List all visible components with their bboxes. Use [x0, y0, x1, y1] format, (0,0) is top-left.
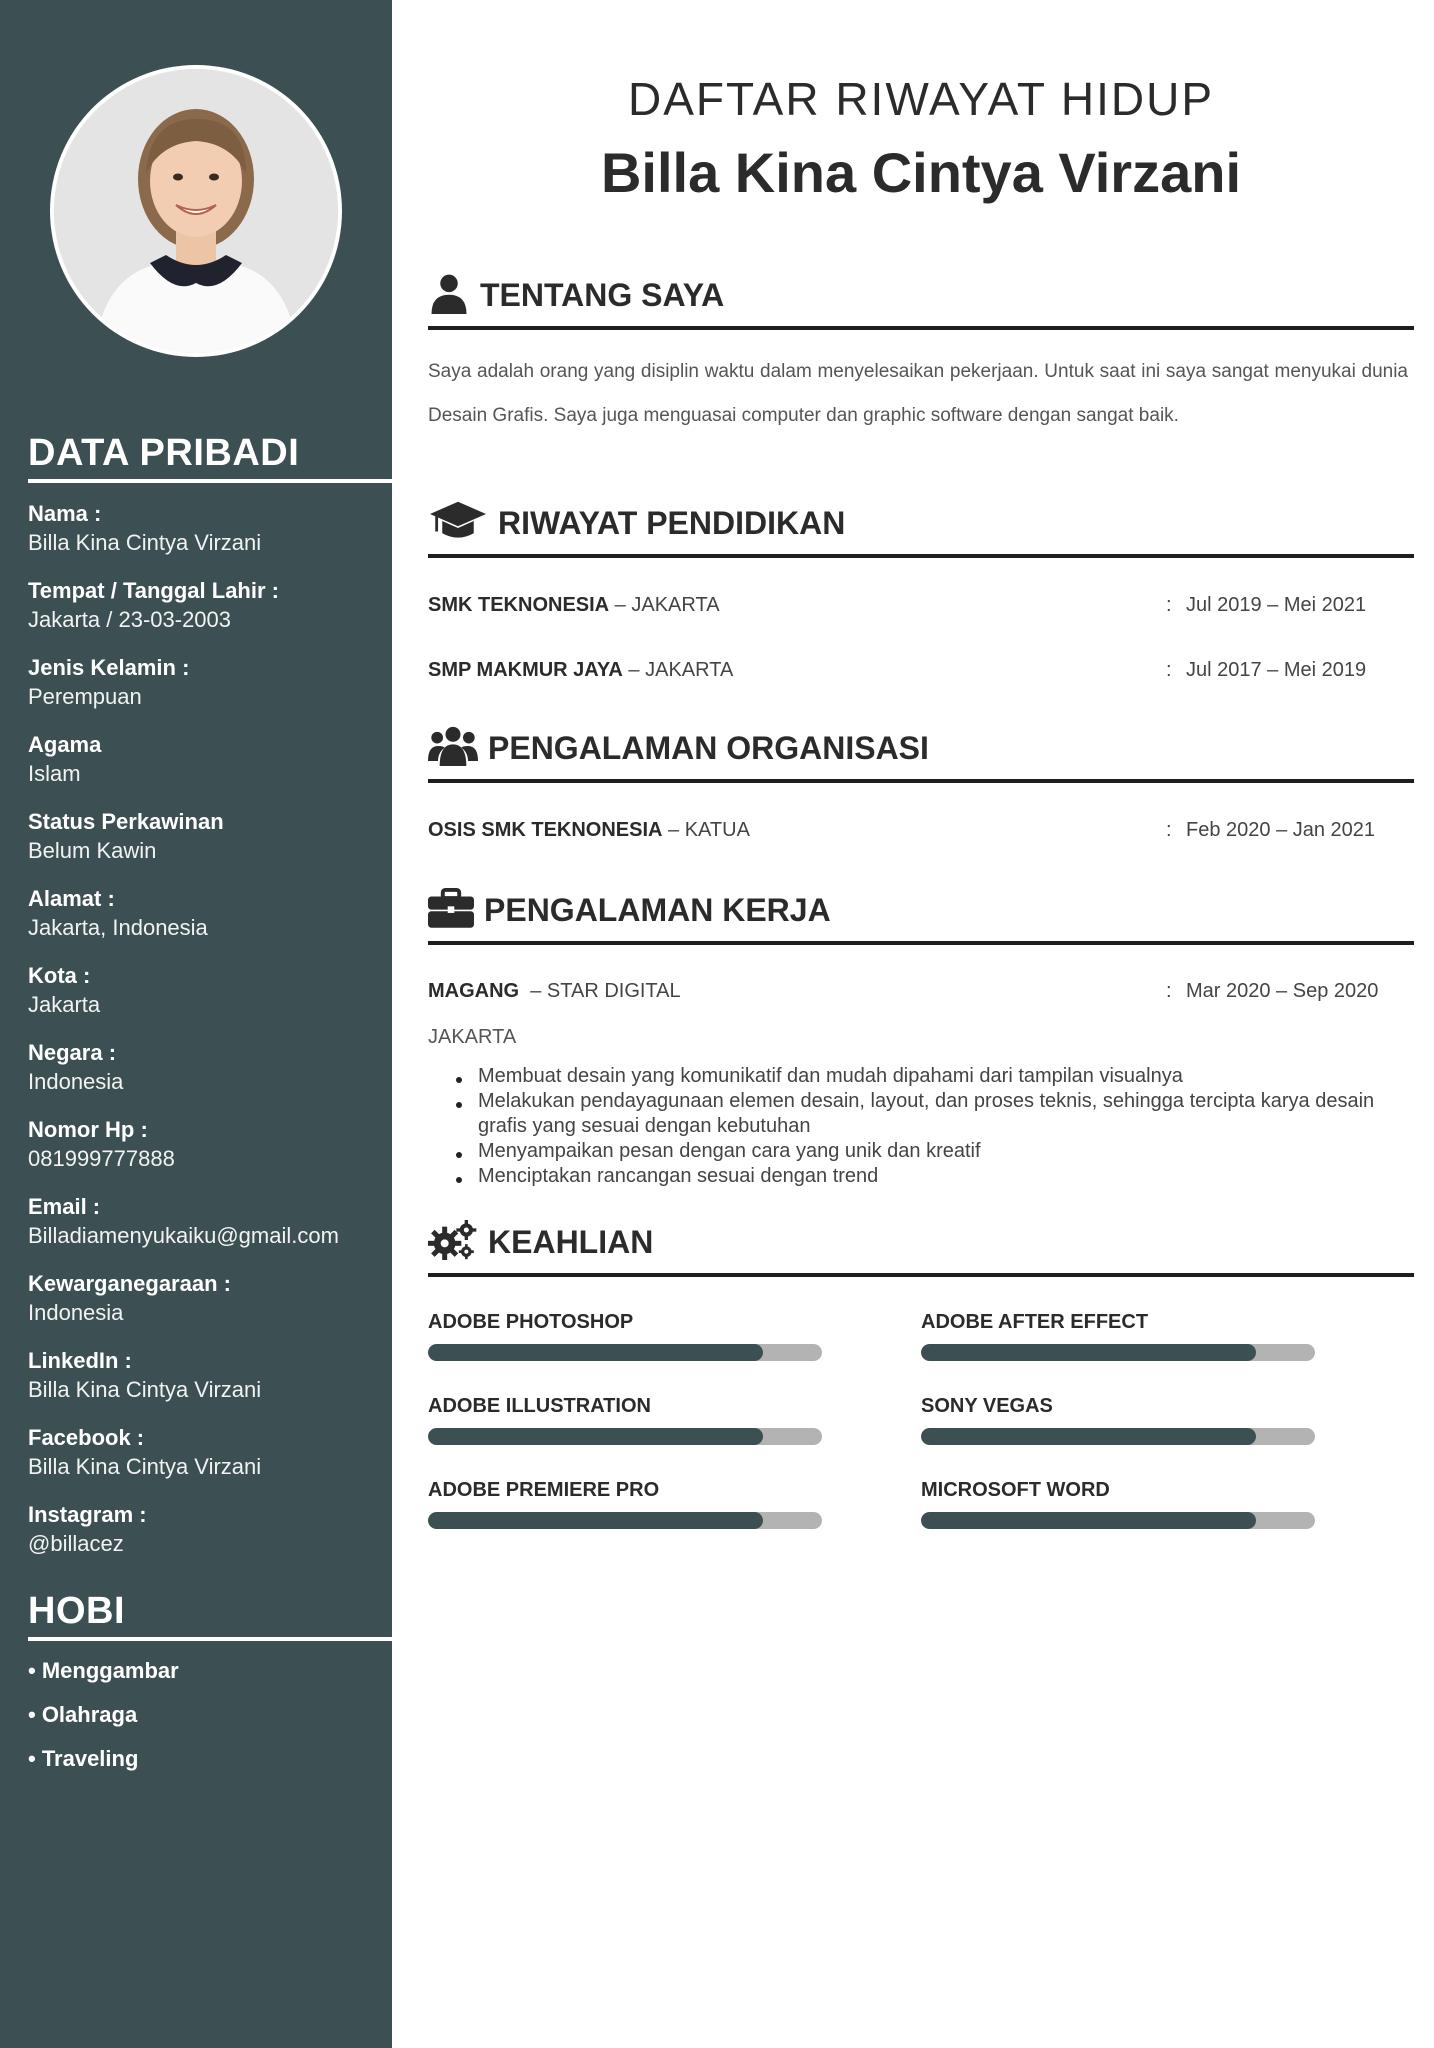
personal-value: Jakarta, Indonesia [28, 915, 208, 940]
skill-bar [921, 1344, 1315, 1361]
personal-item-phone [28, 1116, 378, 1173]
personal-value: 081999777888 [28, 1146, 175, 1171]
personal-label: Agama [28, 732, 102, 757]
personal-item-marital [28, 808, 378, 865]
personal-value: @billacez [28, 1531, 124, 1556]
personal-value: Indonesia [28, 1069, 124, 1094]
personal-label: Facebook : [28, 1425, 145, 1450]
school-name: SMK TEKNONESIA [428, 594, 610, 616]
work-company: – STAR DIGITAL [519, 980, 681, 1002]
personal-label: Jenis Kelamin : [28, 655, 190, 680]
personal-value: Billa Kina Cintya Virzani [28, 1377, 262, 1402]
personal-value: Perempuan [28, 684, 142, 709]
gears-icon [428, 1219, 478, 1261]
skill-item [921, 1394, 1315, 1445]
personal-value: Jakarta / 23-03-2003 [28, 607, 232, 632]
work-position: MAGANG [428, 980, 520, 1002]
list-item: Menyampaikan pesan dengan cara yang unik dan kreatif [478, 1139, 1378, 1164]
hobby-list [28, 1657, 179, 1789]
section-title: RIWAYAT PENDIDIKAN [498, 505, 846, 541]
personal-item-name [28, 500, 378, 557]
user-icon [428, 272, 470, 314]
personal-label: Nama : [28, 501, 102, 526]
list-item: Melakukan pendayagunaan elemen desain, layout, dan proses teknis, sehingga tercipta karya desain grafis yang sesuai dengan kebutuhan [478, 1089, 1378, 1139]
skill-name: ADOBE PREMIERE PRO [428, 1479, 660, 1501]
personal-value: Belum Kawin [28, 838, 157, 863]
personal-item-city [28, 962, 378, 1019]
personal-item-facebook [28, 1424, 378, 1481]
personal-label: LinkedIn : [28, 1348, 132, 1373]
skill-name: ADOBE ILLUSTRATION [428, 1395, 651, 1417]
colon-separator: : [1166, 659, 1172, 681]
skill-bar [428, 1428, 822, 1445]
period: Jul 2017 – Mei 2019 [1186, 659, 1367, 681]
work-task-list [478, 1064, 1378, 1189]
skill-bar [921, 1512, 1315, 1529]
personal-label: Status Perkawinan [28, 809, 224, 834]
personal-value: Billadiamenyukaiku@gmail.com [28, 1223, 339, 1248]
personal-label: Kewarganegaraan : [28, 1271, 231, 1296]
personal-item-birth [28, 577, 378, 634]
personal-item-gender [28, 654, 378, 711]
skill-bar-fill [428, 1428, 763, 1445]
personal-data-list [28, 500, 378, 1578]
personal-label: Alamat : [28, 886, 115, 911]
about-text: Saya adalah orang yang disiplin waktu dalam menyelesaikan pekerjaan. Untuk saat ini saya sangat menyukai dunia Desain Grafis. Saya juga menguasai computer dan graphic software dengan sangat baik. [428, 361, 1408, 426]
personal-value: Billa Kina Cintya Virzani [28, 1454, 262, 1479]
work-row [428, 980, 1414, 1003]
skill-item [921, 1478, 1315, 1529]
colon-separator: : [1166, 980, 1172, 1002]
skill-bar [428, 1344, 822, 1361]
personal-label: Kota : [28, 963, 91, 988]
work-section-header [428, 881, 1414, 945]
organization-role: – KATUA [662, 819, 750, 841]
skill-bar [921, 1428, 1315, 1445]
school-place: – JAKARTA [622, 659, 734, 681]
colon-separator: : [1166, 819, 1172, 841]
organization-row [428, 819, 1414, 842]
personal-label: Nomor Hp : [28, 1117, 148, 1142]
list-item: Membuat desain yang komunikatif dan mudah dipahami dari tampilan visualnya [478, 1064, 1378, 1089]
about-section-header [428, 266, 1414, 330]
portrait-illustration [54, 69, 338, 353]
skill-item [428, 1478, 822, 1529]
profile-photo-frame [50, 65, 342, 357]
skill-item [428, 1394, 822, 1445]
skill-item [428, 1310, 822, 1361]
education-section-header [428, 494, 1414, 558]
personal-data-heading: DATA PRIBADI [28, 432, 392, 483]
personal-label: Instagram : [28, 1502, 147, 1527]
skill-bar-fill [428, 1344, 763, 1361]
personal-item-email [28, 1193, 378, 1250]
skill-bar [428, 1512, 822, 1529]
list-item: Menciptakan rancangan sesuai dengan trend [478, 1164, 1378, 1189]
personal-item-citizenship [28, 1270, 378, 1327]
personal-label: Tempat / Tanggal Lahir : [28, 578, 279, 603]
personal-item-linkedin [28, 1347, 378, 1404]
skill-name: ADOBE AFTER EFFECT [921, 1311, 1149, 1333]
personal-label: Email : [28, 1194, 101, 1219]
section-title: PENGALAMAN KERJA [484, 892, 831, 928]
skill-name: SONY VEGAS [921, 1395, 1053, 1417]
personal-item-instagram [28, 1501, 378, 1558]
skill-bar-fill [921, 1512, 1256, 1529]
personal-item-address [28, 885, 378, 942]
hobby-item: • Traveling [28, 1746, 139, 1771]
personal-value: Indonesia [28, 1300, 124, 1325]
personal-item-country [28, 1039, 378, 1096]
personal-label: Negara : [28, 1040, 117, 1065]
profile-photo [54, 69, 338, 353]
document-title: DAFTAR RIWAYAT HIDUP [627, 73, 1215, 125]
skill-name: ADOBE PHOTOSHOP [428, 1311, 634, 1333]
users-icon [428, 725, 478, 767]
skills-section-header [428, 1213, 1414, 1277]
personal-item-religion [28, 731, 378, 788]
skill-bar-fill [428, 1512, 763, 1529]
education-row [428, 594, 1414, 617]
period: Feb 2020 – Jan 2021 [1186, 819, 1376, 841]
section-title: KEAHLIAN [488, 1224, 654, 1260]
school-name: SMP MAKMUR JAYA [428, 659, 623, 681]
briefcase-icon [428, 887, 474, 929]
skill-bar-fill [921, 1428, 1256, 1445]
section-title: PENGALAMAN ORGANISASI [488, 730, 929, 766]
school-place: – JAKARTA [609, 594, 720, 616]
skill-name: MICROSOFT WORD [921, 1479, 1110, 1501]
graduation-cap-icon [428, 500, 488, 542]
colon-separator: : [1166, 594, 1172, 616]
section-title: TENTANG SAYA [480, 277, 725, 313]
period: Mar 2020 – Sep 2020 [1186, 980, 1379, 1002]
organization-name: OSIS SMK TEKNONESIA [428, 819, 663, 841]
person-name: Billa Kina Cintya Virzani [600, 141, 1242, 204]
skill-bar-fill [921, 1344, 1256, 1361]
hobby-heading: HOBI [28, 1590, 392, 1641]
personal-value: Billa Kina Cintya Virzani [28, 530, 262, 555]
organization-section-header [428, 719, 1414, 783]
education-row [428, 659, 1414, 682]
period: Jul 2019 – Mei 2021 [1186, 594, 1367, 616]
sidebar [0, 0, 392, 2048]
hobby-item: • Menggambar [28, 1658, 179, 1683]
personal-value: Jakarta [28, 992, 101, 1017]
skill-item [921, 1310, 1315, 1361]
work-location: JAKARTA [428, 1026, 517, 1048]
hobby-item: • Olahraga [28, 1702, 138, 1727]
personal-value: Islam [28, 761, 81, 786]
